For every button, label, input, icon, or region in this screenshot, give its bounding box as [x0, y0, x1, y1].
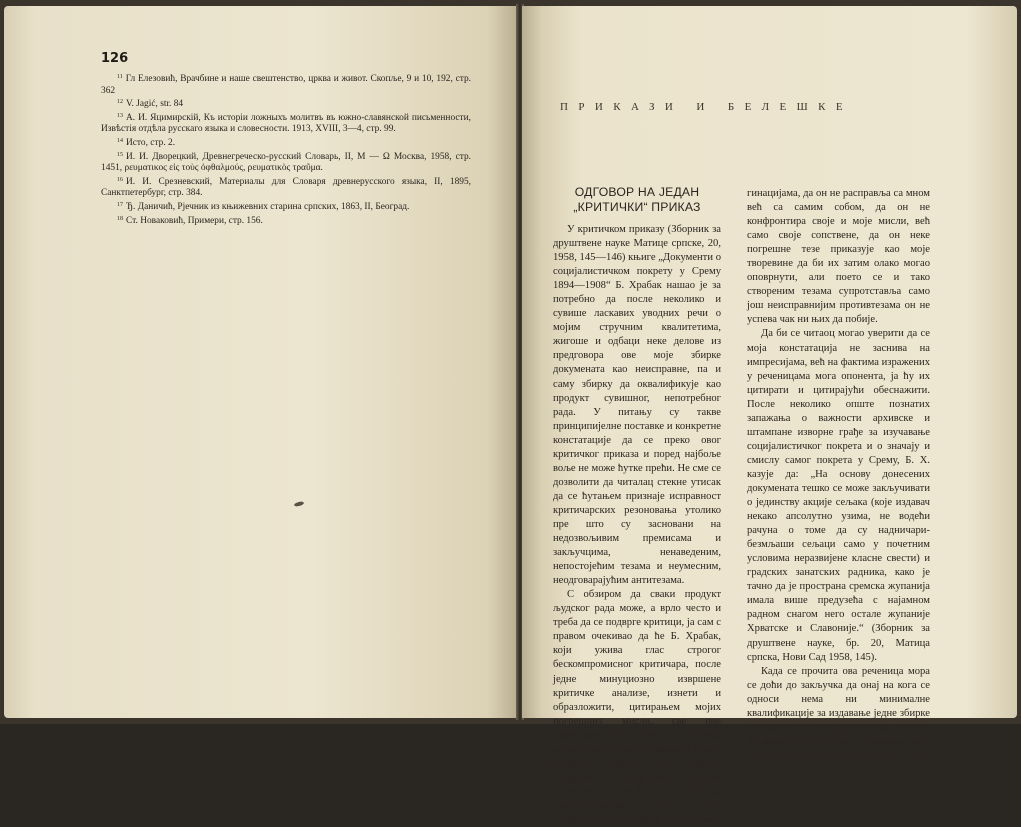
- footnote-text: А. И. Яцимирскій, Къ исторіи ложныхъ молитвъ въ южно-славянской письменности, Извѣстія отдѣла русскаго языка и словесности. 1913, XVIII, 3—4, стр. 99.: [101, 112, 471, 135]
- article-title: ОДГОВОР НА ЈЕДАН „КРИТИЧКИ“ ПРИКАЗ: [573, 185, 701, 214]
- footnote: [101, 214, 471, 228]
- column-2-body: [747, 187, 930, 763]
- footnote-number: 16: [117, 176, 123, 183]
- paragraph: С обзиром да сваки продукт људског рада може, а врло често и треба да се подврге критици, ја сам с правом очекивао да ће Б. Храбак, који ужива глас строгог бескомпромисног критичара, после једне минуциозно извршене критичке анализе, изнети и образложити, цитирањем мојих погрешних мисли, све оне недостатке због којих, по његовој оцени, ова збирка докумената и њен предговор морају бити осуђени. Међутим, на крају читања његове рецензије ја сам био присиљен да констатујем да он свој суд није базирао на чињеницама него на има-: [553, 589, 721, 825]
- paragraph: гинацијама, да он не расправља са мном већ са самим собом, да он не конфронтира своје и моје мисли, већ само своје сопствене, да он неке погрешне тезе приказује као моје творевине да би их затим олако могао оповрнути, али поето се и тако створеним тезама супротстављa само још неисправнијим противтезама он не успева чак ни њих да побије.: [747, 188, 930, 326]
- footnote: [101, 150, 471, 175]
- footnote: [101, 136, 471, 150]
- footnote-number: 12: [117, 99, 123, 106]
- footnote-number: 15: [117, 151, 123, 158]
- paragraph: У критичком приказу (Зборник за друштвене науке Матице српске, 20, 1958, 145—146) књиге „Документи о социјалистичком покрету у Срему 1894—1908“ Б. Храбак нашао је за потребно да после неколико и сувише ласкавих уводних речи о мојим стручним квалитетима, жигоше и одбаци неке делове из предговора ове моје збирке докумената као неисправне, па и саму збирку да оквалификује као продукт сувишног, непотребног рада. У питању су такве принципијелне поставке и конкретне констатације да се преко овог критичког приказа и поред најбоље воље не може ћутке прећи. Не сме се дозволити да читалац стекне утисак да се ћутањем признаје исправност критичарских резоновања утолико пре што су засновани на недозвољивим премисама и закључцима, ненаведеним, непостојећим тезама и неумесним, неодговарајућим антитезама.: [553, 224, 721, 587]
- footnote-number: 11: [117, 74, 123, 80]
- article-column-2: [747, 187, 930, 763]
- footnote-number: 18: [117, 215, 123, 222]
- footnote-text: Ђ. Даничић, Рјечник из књижевних старина српских, 1863, II, Београд.: [126, 201, 410, 212]
- footnote-text: V. Jagić, str. 84: [126, 99, 184, 110]
- page-number: 126: [101, 51, 129, 66]
- column-1-body: [553, 223, 721, 827]
- paragraph: Када се прочита ова реченица мора се доћи до закључка да онај на кога се односи нема ни минималне квалификације за издавање једне збирке докумената о социјалистичком покрету, да мора бити велики незналица, кала сељаке „некако апсолутно узима“, нако: [747, 665, 930, 761]
- paragraph: Да би се читаоц могао уверити да се моја констатација не заснива на импресијама, већ на фактима изражених у реченицама мога опонента, ја ћу их цитирати и цитирајући обеснажити. После неколико опште познатих запажања о важности архивске и штампане изворне грађе за изучавање социјалистичког покрета и о значају и смислу самог покрета у Срему, Б. Х. казује да: „На основу донесених докумената тешко се може закључивати о јединству акције сељака (које издавач некако апсолутно узима, не водећи рачуна о томе да су надничари-безмљаши сељаци само у почетним условима неразвијене класне свести) и градских занатских радника, како је тачно да је пространа сремска жупанија имала више предузећа с најамном радном снагом него остале жупаније Хрватске и Славоније.“ (Зборник за друштвене науке, бр. 20, Матица српска, Нови Сад 1958, 145).: [747, 328, 930, 663]
- section-header: ПРИКАЗИ И БЕЛЕШКЕ: [560, 101, 853, 113]
- footnote-text: Ст. Новаковић, Примери, стр. 156.: [126, 215, 263, 226]
- ink-spot: [294, 501, 305, 507]
- footnote: [101, 97, 471, 111]
- article-column-1: [553, 185, 721, 827]
- footnote-number: 17: [117, 201, 123, 208]
- footnote-text: И. И. Дворецкий, Древнегреческо-русский Словарь, II, М — Ω Москва, 1958, стр. 1451, ρευματικος εἰς τοὺς ὀφθαλμούς, ρευματικὸς τραῦμα.: [101, 151, 471, 174]
- footnote-number: 14: [117, 137, 123, 144]
- footnote: [101, 200, 471, 214]
- footnotes: [101, 72, 471, 227]
- footnote-number: 13: [117, 112, 123, 119]
- footnote-text: Гл Елезовић, Врачбине и наше свештенство, црква и живот. Скопље, 9 и 10, 192, стр. 362: [101, 74, 471, 96]
- footnote-text: Исто, стр. 2.: [126, 137, 176, 148]
- footnote: [101, 111, 471, 136]
- footnote-text: И. И. Срезневский, Материалы для Словаря древнерусского языка, II, 1895, Санктпетербург, стр. 384.: [101, 176, 471, 199]
- footnote: [101, 175, 471, 200]
- footnote: [101, 72, 471, 97]
